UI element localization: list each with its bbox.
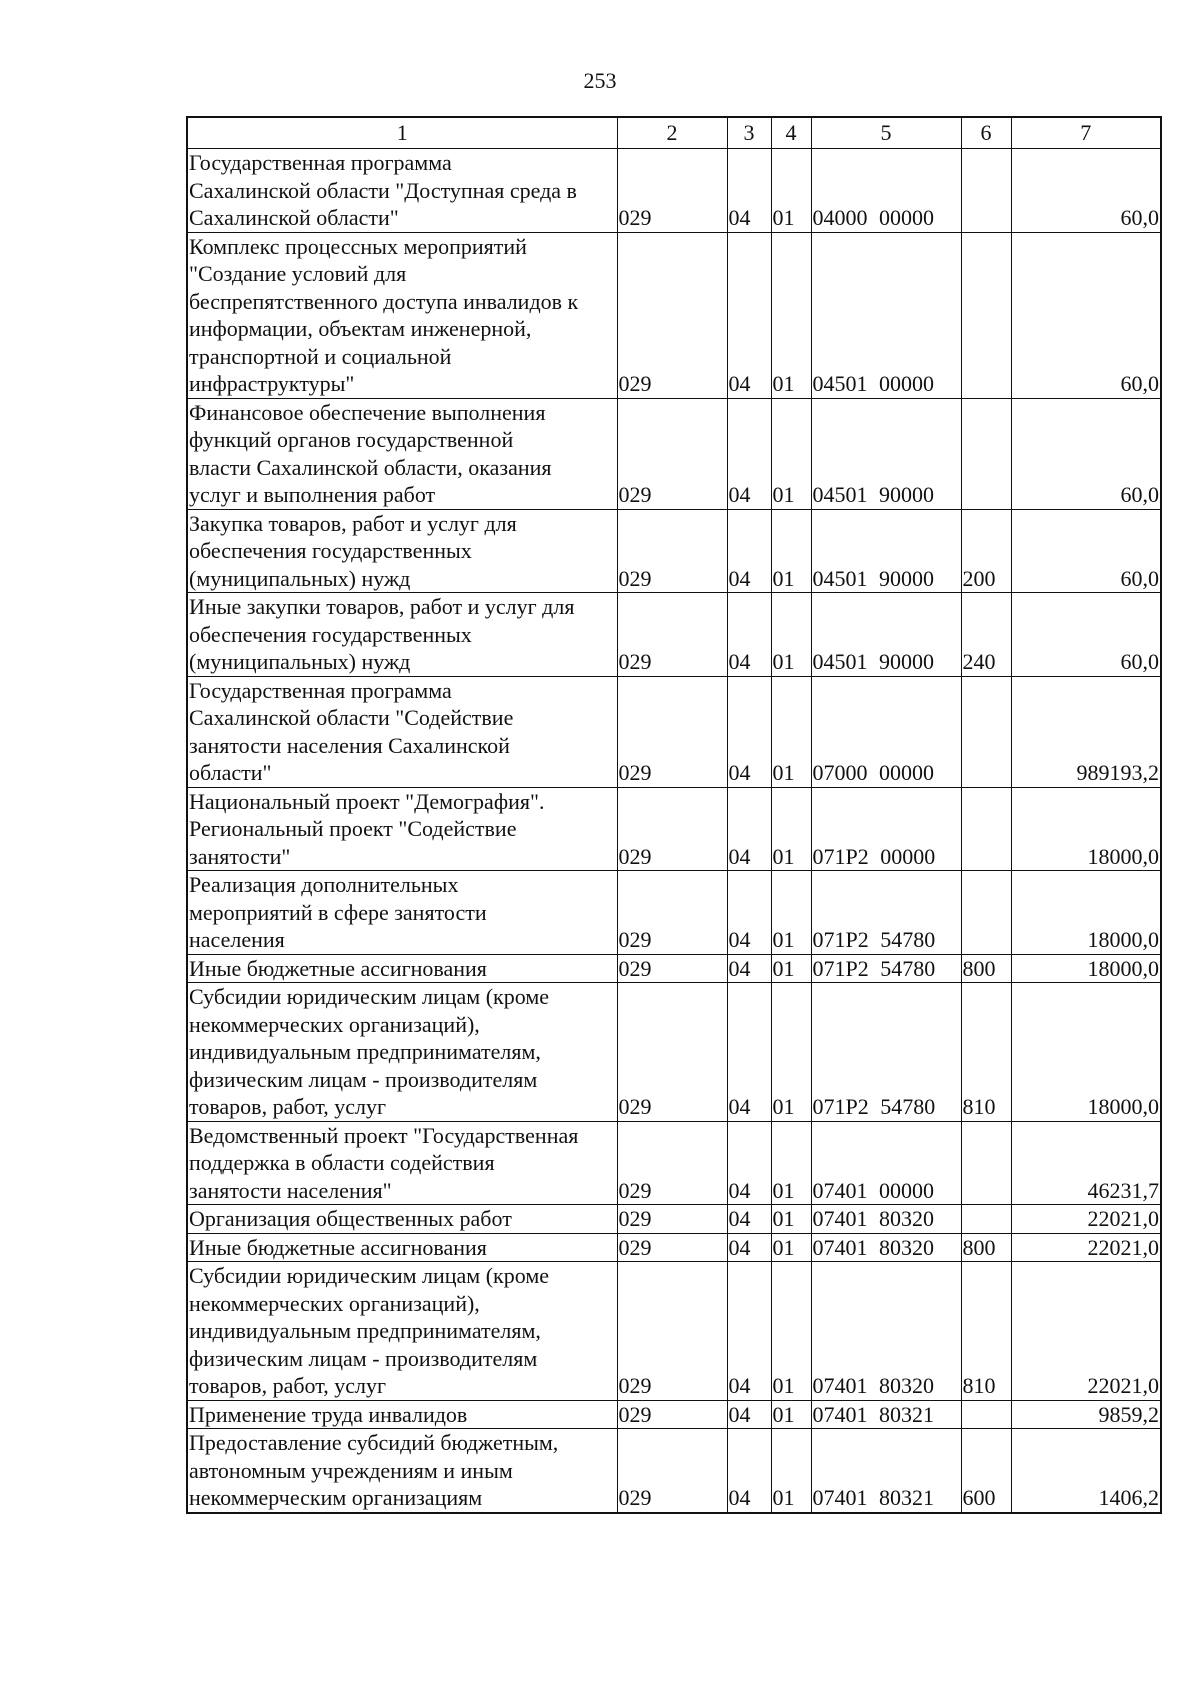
- row-admin-code: 029: [617, 1121, 727, 1205]
- row-section: 04: [727, 149, 771, 233]
- row-subsection: 01: [771, 1429, 811, 1513]
- table-row: [187, 1205, 1161, 1234]
- row-expense-type: [961, 787, 1011, 871]
- row-amount: 22021,0: [1011, 1205, 1161, 1234]
- row-amount: 22021,0: [1011, 1233, 1161, 1262]
- table-row: [187, 676, 1161, 787]
- row-amount: 18000,0: [1011, 787, 1161, 871]
- row-target-article: 071Р2 54780: [811, 954, 961, 983]
- row-target-article: 07401 80320: [811, 1205, 961, 1234]
- table-row: [187, 954, 1161, 983]
- row-amount: 60,0: [1011, 509, 1161, 593]
- row-target-article: 07401 80321: [811, 1429, 961, 1513]
- row-subsection: 01: [771, 983, 811, 1122]
- row-amount: 1406,2: [1011, 1429, 1161, 1513]
- table-row: [187, 1262, 1161, 1401]
- row-name: Ведомственный проект "Государственная поддержка в области содействия занятости населения": [187, 1121, 617, 1205]
- row-admin-code: 029: [617, 983, 727, 1122]
- row-expense-type: [961, 676, 1011, 787]
- row-section: 04: [727, 1429, 771, 1513]
- row-name: Иные закупки товаров, работ и услуг для обеспечения государственных (муниципальных) нужд: [187, 593, 617, 677]
- row-target-article: 04501 90000: [811, 509, 961, 593]
- row-target-article: 07401 00000: [811, 1121, 961, 1205]
- row-admin-code: 029: [617, 149, 727, 233]
- row-target-article: 07401 80320: [811, 1262, 961, 1401]
- row-section: 04: [727, 398, 771, 509]
- header-row: [187, 117, 1161, 149]
- row-subsection: 01: [771, 232, 811, 398]
- header-col-4: 4: [771, 117, 811, 149]
- row-subsection: 01: [771, 871, 811, 955]
- row-subsection: 01: [771, 149, 811, 233]
- table-row: [187, 871, 1161, 955]
- header-col-5: 5: [811, 117, 961, 149]
- row-section: 04: [727, 676, 771, 787]
- row-name: Организация общественных работ: [187, 1205, 617, 1234]
- row-name: Предоставление субсидий бюджетным, автономным учреждениям и иным некоммерческим организациям: [187, 1429, 617, 1513]
- row-expense-type: 200: [961, 509, 1011, 593]
- row-name: Государственная программа Сахалинской области "Содействие занятости населения Сахалинской области": [187, 676, 617, 787]
- row-section: 04: [727, 787, 771, 871]
- row-name: Комплекс процессных мероприятий "Создание условий для беспрепятственного доступа инвалидов к информации, объектам инженерной, транспортной и социальной инфраструктуры": [187, 232, 617, 398]
- row-expense-type: [961, 1400, 1011, 1429]
- header-col-7: 7: [1011, 117, 1161, 149]
- row-target-article: 04501 90000: [811, 593, 961, 677]
- row-amount: 60,0: [1011, 593, 1161, 677]
- row-amount: 60,0: [1011, 232, 1161, 398]
- row-expense-type: 800: [961, 1233, 1011, 1262]
- row-admin-code: 029: [617, 1262, 727, 1401]
- row-expense-type: [961, 398, 1011, 509]
- row-section: 04: [727, 593, 771, 677]
- row-expense-type: 600: [961, 1429, 1011, 1513]
- row-section: 04: [727, 871, 771, 955]
- table-row: [187, 232, 1161, 398]
- row-admin-code: 029: [617, 676, 727, 787]
- row-admin-code: 029: [617, 1233, 727, 1262]
- row-subsection: 01: [771, 509, 811, 593]
- row-amount: 989193,2: [1011, 676, 1161, 787]
- row-target-article: 04501 90000: [811, 398, 961, 509]
- row-admin-code: 029: [617, 398, 727, 509]
- row-amount: 46231,7: [1011, 1121, 1161, 1205]
- row-amount: 22021,0: [1011, 1262, 1161, 1401]
- row-amount: 60,0: [1011, 149, 1161, 233]
- header-col-1: 1: [187, 117, 617, 149]
- row-target-article: 04501 00000: [811, 232, 961, 398]
- row-target-article: 071Р2 54780: [811, 983, 961, 1122]
- row-name: Государственная программа Сахалинской области "Доступная среда в Сахалинской области": [187, 149, 617, 233]
- table-row: [187, 398, 1161, 509]
- row-name: Субсидии юридическим лицам (кроме некоммерческих организаций), индивидуальным предпринимателям, физическим лицам - производителям товаров, работ, услуг: [187, 1262, 617, 1401]
- row-name: Субсидии юридическим лицам (кроме некоммерческих организаций), индивидуальным предпринимателям, физическим лицам - производителям товаров, работ, услуг: [187, 983, 617, 1122]
- row-expense-type: [961, 1205, 1011, 1234]
- row-admin-code: 029: [617, 954, 727, 983]
- row-section: 04: [727, 983, 771, 1122]
- row-expense-type: [961, 871, 1011, 955]
- row-section: 04: [727, 1233, 771, 1262]
- table-row: [187, 149, 1161, 233]
- row-section: 04: [727, 1205, 771, 1234]
- row-target-article: 04000 00000: [811, 149, 961, 233]
- row-admin-code: 029: [617, 509, 727, 593]
- row-section: 04: [727, 509, 771, 593]
- row-name: Реализация дополнительных мероприятий в сфере занятости населения: [187, 871, 617, 955]
- row-admin-code: 029: [617, 1400, 727, 1429]
- row-subsection: 01: [771, 676, 811, 787]
- row-amount: 18000,0: [1011, 954, 1161, 983]
- table-row: [187, 1400, 1161, 1429]
- row-subsection: 01: [771, 787, 811, 871]
- table-body: [187, 149, 1161, 1513]
- row-subsection: 01: [771, 398, 811, 509]
- row-admin-code: 029: [617, 593, 727, 677]
- header-col-3: 3: [727, 117, 771, 149]
- row-name: Иные бюджетные ассигнования: [187, 1233, 617, 1262]
- row-admin-code: 029: [617, 1429, 727, 1513]
- table-row: [187, 1233, 1161, 1262]
- row-admin-code: 029: [617, 232, 727, 398]
- row-name: Применение труда инвалидов: [187, 1400, 617, 1429]
- row-expense-type: [961, 1121, 1011, 1205]
- row-subsection: 01: [771, 593, 811, 677]
- row-amount: 18000,0: [1011, 871, 1161, 955]
- row-amount: 18000,0: [1011, 983, 1161, 1122]
- header-col-6: 6: [961, 117, 1011, 149]
- row-amount: 60,0: [1011, 398, 1161, 509]
- table-row: [187, 787, 1161, 871]
- row-section: 04: [727, 1262, 771, 1401]
- page-number: 253: [583, 68, 617, 93]
- row-target-article: 07401 80321: [811, 1400, 961, 1429]
- row-expense-type: [961, 149, 1011, 233]
- row-name: Закупка товаров, работ и услуг для обеспечения государственных (муниципальных) нужд: [187, 509, 617, 593]
- row-subsection: 01: [771, 1121, 811, 1205]
- budget-table: [186, 116, 1162, 1514]
- header-col-2: 2: [617, 117, 727, 149]
- row-target-article: 071Р2 54780: [811, 871, 961, 955]
- row-expense-type: 800: [961, 954, 1011, 983]
- row-name: Национальный проект "Демография". Региональный проект "Содействие занятости": [187, 787, 617, 871]
- row-admin-code: 029: [617, 1205, 727, 1234]
- row-subsection: 01: [771, 1205, 811, 1234]
- table-row: [187, 1429, 1161, 1513]
- table-row: [187, 593, 1161, 677]
- row-subsection: 01: [771, 1262, 811, 1401]
- row-expense-type: 240: [961, 593, 1011, 677]
- row-target-article: 07000 00000: [811, 676, 961, 787]
- row-section: 04: [727, 954, 771, 983]
- row-subsection: 01: [771, 1400, 811, 1429]
- row-expense-type: 810: [961, 1262, 1011, 1401]
- table-row: [187, 983, 1161, 1122]
- row-name: Финансовое обеспечение выполнения функций органов государственной власти Сахалинской области, оказания услуг и выполнения работ: [187, 398, 617, 509]
- row-subsection: 01: [771, 1233, 811, 1262]
- row-amount: 9859,2: [1011, 1400, 1161, 1429]
- row-expense-type: [961, 232, 1011, 398]
- row-subsection: 01: [771, 954, 811, 983]
- row-section: 04: [727, 1400, 771, 1429]
- row-admin-code: 029: [617, 787, 727, 871]
- table-row: [187, 509, 1161, 593]
- row-expense-type: 810: [961, 983, 1011, 1122]
- row-name: Иные бюджетные ассигнования: [187, 954, 617, 983]
- row-target-article: 07401 80320: [811, 1233, 961, 1262]
- row-admin-code: 029: [617, 871, 727, 955]
- table-row: [187, 1121, 1161, 1205]
- row-section: 04: [727, 232, 771, 398]
- row-section: 04: [727, 1121, 771, 1205]
- row-target-article: 071Р2 00000: [811, 787, 961, 871]
